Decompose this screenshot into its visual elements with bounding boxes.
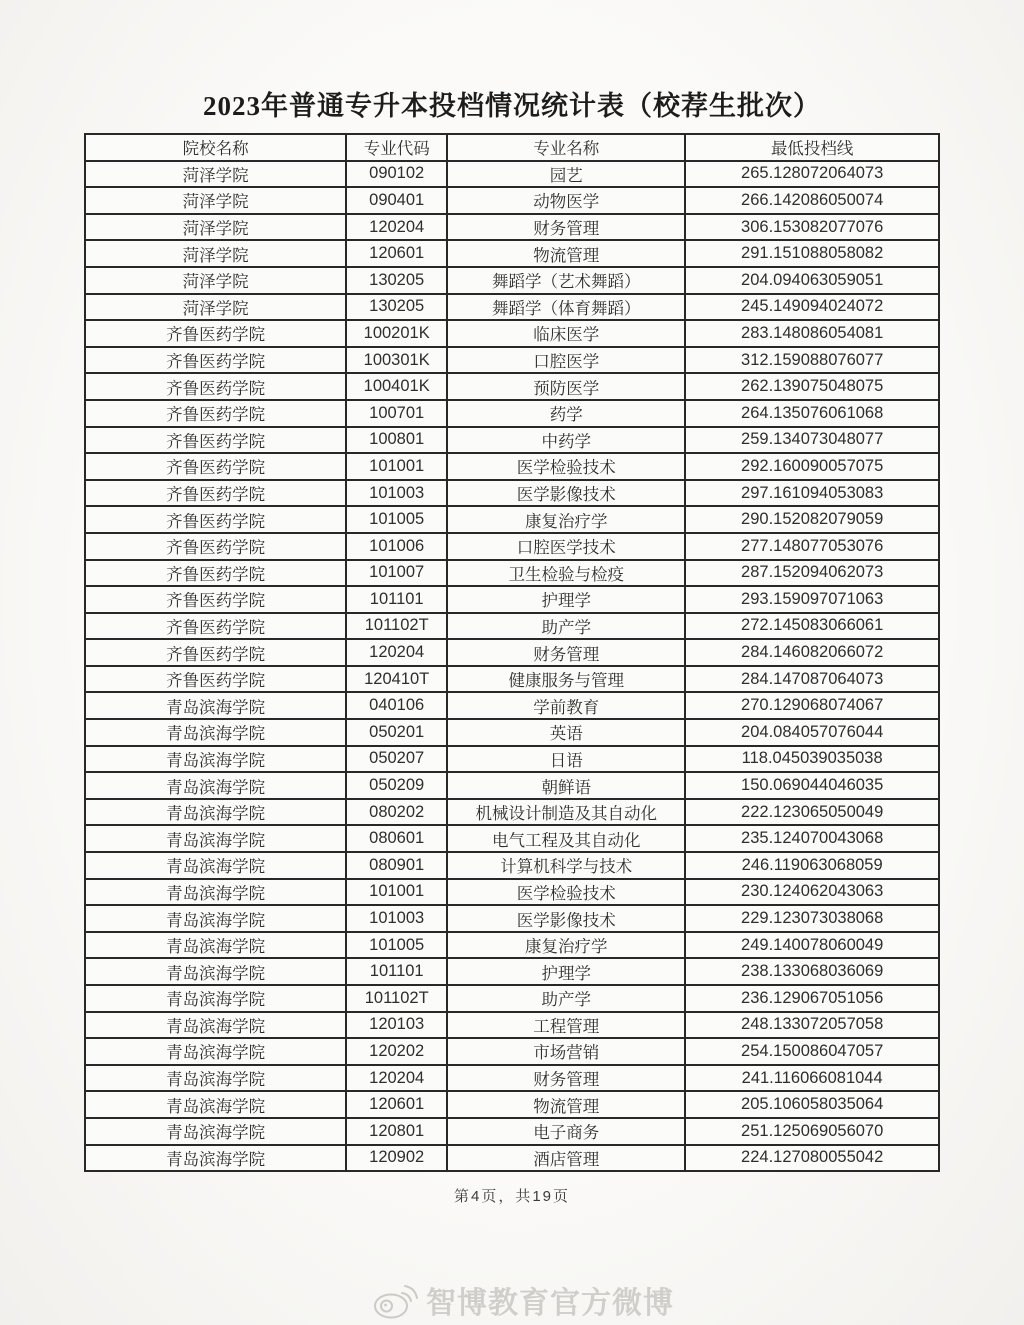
table-row [85,1091,939,1118]
cell-major-code: 100401K [346,373,447,400]
table-row [85,613,939,640]
cell-major-name: 财务管理 [447,214,685,241]
cell-school-name: 菏泽学院 [85,267,346,294]
table-row [85,533,939,560]
cell-major-name: 预防医学 [447,373,685,400]
cell-school-name: 齐鲁医药学院 [85,506,346,533]
cell-major-name: 英语 [447,719,685,746]
cell-major-name: 健康服务与管理 [447,666,685,693]
cell-major-name: 医学影像技术 [447,480,685,507]
table-row [85,772,939,799]
cell-school-name: 齐鲁医药学院 [85,347,346,374]
cell-major-name: 计算机科学与技术 [447,852,685,879]
cell-min-score: 251.125069056070 [685,1118,939,1145]
weibo-icon [372,1278,422,1322]
cell-major-code: 101102T [346,985,447,1012]
cell-school-name: 齐鲁医药学院 [85,560,346,587]
watermark-text: 智博教育官方微博 [426,1287,674,1320]
cell-major-code: 090401 [346,187,447,214]
cell-school-name: 青岛滨海学院 [85,985,346,1012]
cell-major-name: 园艺 [447,161,685,188]
cell-major-name: 药学 [447,400,685,427]
cell-major-name: 口腔医学 [447,347,685,374]
cell-min-score: 262.139075048075 [685,373,939,400]
cell-major-code: 101101 [346,586,447,613]
cell-major-code: 080901 [346,852,447,879]
cell-major-name: 中药学 [447,427,685,454]
cell-school-name: 青岛滨海学院 [85,1145,346,1172]
cell-school-name: 齐鲁医药学院 [85,480,346,507]
admission-stats-table [84,133,940,1172]
cell-major-name: 医学检验技术 [447,879,685,906]
table-row [85,373,939,400]
cell-min-score: 224.127080055042 [685,1145,939,1172]
table-row [85,1012,939,1039]
cell-min-score: 229.123073038068 [685,905,939,932]
table-row [85,825,939,852]
cell-major-name: 助产学 [447,985,685,1012]
cell-school-name: 齐鲁医药学院 [85,400,346,427]
cell-major-name: 康复治疗学 [447,506,685,533]
cell-min-score: 246.119063068059 [685,852,939,879]
cell-min-score: 312.159088076077 [685,347,939,374]
table-row [85,506,939,533]
cell-school-name: 菏泽学院 [85,214,346,241]
cell-major-name: 电子商务 [447,1118,685,1145]
cell-school-name: 齐鲁医药学院 [85,453,346,480]
table-row [85,294,939,321]
document-title: 2023年普通专升本投档情况统计表（校荐生批次） [203,91,821,121]
table-row [85,161,939,188]
table-row [85,400,939,427]
cell-min-score: 284.146082066072 [685,639,939,666]
cell-min-score: 245.149094024072 [685,294,939,321]
cell-major-code: 100201K [346,320,447,347]
table-row [85,879,939,906]
cell-school-name: 青岛滨海学院 [85,1012,346,1039]
cell-major-code: 100701 [346,400,447,427]
cell-major-name: 康复治疗学 [447,932,685,959]
cell-major-name: 物流管理 [447,240,685,267]
table-row [85,666,939,693]
cell-school-name: 青岛滨海学院 [85,825,346,852]
cell-major-code: 120601 [346,240,447,267]
cell-major-code: 101006 [346,533,447,560]
cell-min-score: 150.069044046035 [685,772,939,799]
column-header-school: 院校名称 [85,134,346,161]
cell-min-score: 118.045039035038 [685,746,939,773]
cell-major-code: 101102T [346,613,447,640]
table-row [85,1118,939,1145]
cell-school-name: 青岛滨海学院 [85,1118,346,1145]
cell-major-code: 120902 [346,1145,447,1172]
cell-major-name: 市场营销 [447,1038,685,1065]
cell-min-score: 204.094063059051 [685,267,939,294]
cell-major-code: 080601 [346,825,447,852]
table-row [85,692,939,719]
cell-major-code: 080202 [346,799,447,826]
table-row [85,320,939,347]
cell-min-score: 259.134073048077 [685,427,939,454]
cell-school-name: 齐鲁医药学院 [85,427,346,454]
cell-major-name: 财务管理 [447,639,685,666]
cell-major-name: 动物医学 [447,187,685,214]
cell-min-score: 238.133068036069 [685,958,939,985]
table-row [85,1145,939,1172]
cell-min-score: 287.152094062073 [685,560,939,587]
cell-min-score: 236.129067051056 [685,985,939,1012]
table-row [85,799,939,826]
cell-school-name: 青岛滨海学院 [85,932,346,959]
cell-major-code: 101007 [346,560,447,587]
cell-major-name: 口腔医学技术 [447,533,685,560]
cell-min-score: 292.160090057075 [685,453,939,480]
cell-school-name: 青岛滨海学院 [85,1038,346,1065]
cell-school-name: 青岛滨海学院 [85,746,346,773]
table-row [85,586,939,613]
cell-min-score: 230.124062043063 [685,879,939,906]
cell-min-score: 290.152082079059 [685,506,939,533]
cell-min-score: 284.147087064073 [685,666,939,693]
cell-major-name: 学前教育 [447,692,685,719]
cell-school-name: 菏泽学院 [85,187,346,214]
cell-major-code: 040106 [346,692,447,719]
cell-school-name: 青岛滨海学院 [85,852,346,879]
cell-min-score: 235.124070043068 [685,825,939,852]
cell-major-name: 财务管理 [447,1065,685,1092]
cell-min-score: 204.084057076044 [685,719,939,746]
cell-min-score: 293.159097071063 [685,586,939,613]
cell-major-code: 101005 [346,506,447,533]
table-row [85,480,939,507]
table-row [85,187,939,214]
cell-school-name: 青岛滨海学院 [85,719,346,746]
cell-school-name: 青岛滨海学院 [85,1065,346,1092]
table-row [85,453,939,480]
cell-major-name: 护理学 [447,958,685,985]
cell-major-code: 101101 [346,958,447,985]
cell-major-code: 120202 [346,1038,447,1065]
cell-major-name: 工程管理 [447,1012,685,1039]
cell-min-score: 249.140078060049 [685,932,939,959]
cell-min-score: 291.151088058082 [685,240,939,267]
cell-major-code: 100301K [346,347,447,374]
cell-min-score: 241.116066081044 [685,1065,939,1092]
cell-major-code: 120801 [346,1118,447,1145]
cell-major-name: 临床医学 [447,320,685,347]
table-row [85,639,939,666]
cell-school-name: 齐鲁医药学院 [85,320,346,347]
cell-major-code: 101001 [346,453,447,480]
cell-major-code: 120204 [346,1065,447,1092]
cell-major-code: 130205 [346,294,447,321]
column-header-major: 专业名称 [447,134,685,161]
table-row [85,214,939,241]
cell-min-score: 277.148077053076 [685,533,939,560]
cell-major-code: 120103 [346,1012,447,1039]
cell-school-name: 齐鲁医药学院 [85,586,346,613]
cell-major-name: 朝鲜语 [447,772,685,799]
cell-school-name: 齐鲁医药学院 [85,613,346,640]
cell-major-name: 助产学 [447,613,685,640]
cell-major-name: 医学检验技术 [447,453,685,480]
cell-major-code: 120204 [346,214,447,241]
cell-min-score: 205.106058035064 [685,1091,939,1118]
cell-major-code: 050207 [346,746,447,773]
table-row [85,719,939,746]
cell-major-code: 100801 [346,427,447,454]
cell-school-name: 青岛滨海学院 [85,692,346,719]
cell-school-name: 齐鲁医药学院 [85,639,346,666]
cell-min-score: 297.161094053083 [685,480,939,507]
cell-min-score: 222.123065050049 [685,799,939,826]
cell-major-name: 护理学 [447,586,685,613]
cell-major-code: 130205 [346,267,447,294]
cell-major-code: 101001 [346,879,447,906]
cell-school-name: 青岛滨海学院 [85,1091,346,1118]
cell-major-name: 医学影像技术 [447,905,685,932]
cell-major-name: 物流管理 [447,1091,685,1118]
cell-min-score: 248.133072057058 [685,1012,939,1039]
table-row [85,347,939,374]
cell-major-code: 101003 [346,480,447,507]
cell-school-name: 青岛滨海学院 [85,799,346,826]
cell-major-code: 120601 [346,1091,447,1118]
table-row [85,1038,939,1065]
cell-min-score: 264.135076061068 [685,400,939,427]
cell-school-name: 菏泽学院 [85,240,346,267]
cell-major-name: 机械设计制造及其自动化 [447,799,685,826]
cell-school-name: 青岛滨海学院 [85,905,346,932]
cell-school-name: 青岛滨海学院 [85,772,346,799]
watermark [372,1278,674,1322]
cell-min-score: 270.129068074067 [685,692,939,719]
cell-school-name: 菏泽学院 [85,294,346,321]
cell-min-score: 266.142086050074 [685,187,939,214]
cell-school-name: 菏泽学院 [85,161,346,188]
table-row [85,852,939,879]
table-row [85,932,939,959]
table-row [85,267,939,294]
table-row [85,958,939,985]
cell-major-code: 050201 [346,719,447,746]
cell-major-name: 酒店管理 [447,1145,685,1172]
cell-min-score: 265.128072064073 [685,161,939,188]
cell-major-name: 电气工程及其自动化 [447,825,685,852]
cell-major-code: 101003 [346,905,447,932]
page-number: 第4页，共19页 [453,1188,571,1206]
table-row [85,560,939,587]
column-header-score: 最低投档线 [685,134,939,161]
cell-major-name: 舞蹈学（体育舞蹈） [447,294,685,321]
cell-min-score: 283.148086054081 [685,320,939,347]
cell-school-name: 青岛滨海学院 [85,879,346,906]
cell-min-score: 306.153082077076 [685,214,939,241]
cell-min-score: 272.145083066061 [685,613,939,640]
cell-min-score: 254.150086047057 [685,1038,939,1065]
cell-major-code: 101005 [346,932,447,959]
cell-school-name: 齐鲁医药学院 [85,666,346,693]
table-row [85,985,939,1012]
cell-major-name: 日语 [447,746,685,773]
table-row [85,240,939,267]
table-row [85,427,939,454]
table-row [85,746,939,773]
cell-major-name: 卫生检验与检疫 [447,560,685,587]
table-row [85,1065,939,1092]
cell-school-name: 青岛滨海学院 [85,958,346,985]
table-header-row [85,134,939,161]
cell-major-name: 舞蹈学（艺术舞蹈） [447,267,685,294]
column-header-code: 专业代码 [346,134,447,161]
cell-school-name: 齐鲁医药学院 [85,373,346,400]
cell-major-code: 120410T [346,666,447,693]
cell-major-code: 050209 [346,772,447,799]
cell-major-code: 120204 [346,639,447,666]
cell-major-code: 090102 [346,161,447,188]
table-row [85,905,939,932]
cell-school-name: 齐鲁医药学院 [85,533,346,560]
